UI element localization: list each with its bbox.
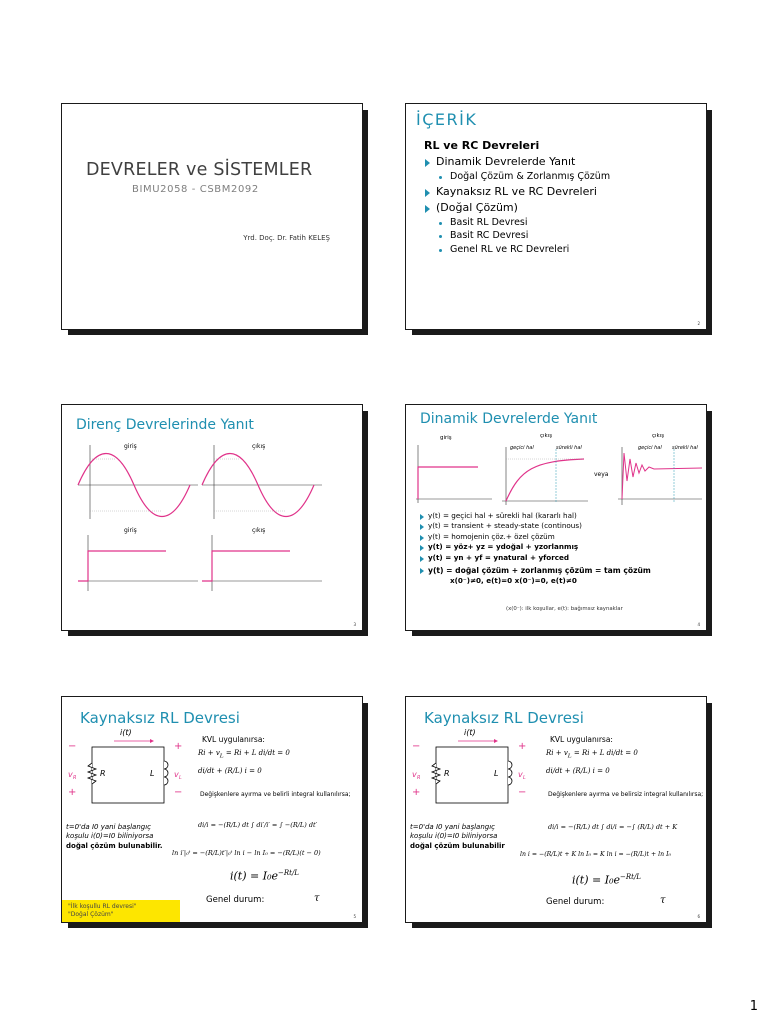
method-note: Değişkenlere ayırma ve belirsiz integral kullanılırsa; — [548, 791, 704, 798]
slide-1[interactable] — [62, 104, 362, 329]
input-label: giriş — [124, 443, 137, 450]
tag-line: "Doğal Çözüm" — [68, 910, 114, 918]
desc-line: doğal çözüm bulunabilir. — [66, 841, 163, 850]
input-label: giriş — [440, 435, 452, 441]
slide-title: Kaynaksız RL Devresi — [424, 709, 584, 727]
list-item: Dinamik Devrelerde Yanıt — [424, 154, 610, 170]
list-item: Kaynaksız RL ve RC Devreleri — [424, 184, 610, 200]
svg-text:+: + — [412, 787, 421, 798]
svg-text:v: v — [68, 770, 73, 779]
svg-text:L: L — [523, 775, 526, 781]
svg-text:R: R — [417, 775, 421, 781]
slide-title: Dinamik Devrelerde Yanıt — [420, 411, 598, 427]
log-equation: ln i′|₀ᵗ = −(R/L)t′|₀ᵗ ln i − ln I₀ = −(R/L)(t − 0) — [172, 849, 321, 857]
initial-condition-text — [66, 823, 163, 851]
step-input-plot — [412, 441, 494, 505]
svg-text:i(t): i(t) — [464, 728, 476, 737]
step-input-plot — [76, 533, 201, 593]
svg-text:+: + — [518, 741, 527, 752]
bullet-item: y(t) = transient + steady-state (continous) — [420, 521, 651, 531]
kvl-equation: $Ri + v_L = Ri + L$ di/dt = 0 — [546, 749, 638, 760]
output-label: çıkış — [252, 443, 266, 450]
bullet-item: y(t) = doğal çözüm + zorlanmış çözüm = tam çözüm — [420, 565, 651, 576]
ode-equation: di/dt + (R/L) i = 0 — [546, 767, 610, 775]
slide-number: 3 — [353, 622, 356, 627]
slide-number: 5 — [353, 914, 356, 919]
list-item: Basit RC Devresi — [424, 229, 610, 243]
steady-label: sürekli hal — [672, 445, 698, 451]
svg-text:L: L — [179, 775, 182, 781]
slide-title: İÇERİK — [416, 110, 478, 129]
general-case-label: Genel durum: — [206, 895, 265, 905]
bullet-item: y(t) = yn + yf = ynatural + yforced — [420, 553, 651, 563]
kvl-label: KVL uygulanırsa: — [550, 735, 613, 744]
svg-text:R: R — [444, 769, 450, 778]
svg-text:L: L — [150, 769, 155, 778]
transient-label: geçici hal — [638, 445, 662, 451]
separation-equation: di/i = −(R/L) dt ∫ di′/i′ = ∫ −(R/L) dt′ — [198, 821, 318, 829]
list-item: Doğal Çözüm & Zorlanmış Çözüm — [424, 170, 610, 184]
tau-symbol: τ — [660, 895, 666, 906]
slide-number: 6 — [697, 914, 700, 919]
response-bullets — [420, 511, 651, 587]
log-equation: ln i = −(R/L)t + K ln I₀ = K ln i = −(R/L)t + ln I₀ — [520, 851, 672, 858]
svg-text:v: v — [412, 770, 417, 779]
sine-output-plot — [200, 441, 325, 521]
author: Yrd. Doç. Dr. Fatih KELEŞ — [243, 234, 330, 242]
slide-title: DEVRELER ve SİSTEMLER — [86, 160, 313, 180]
desc-line: t=0'da I0 yani başlangıç — [410, 823, 496, 831]
slide-5[interactable] — [62, 697, 362, 922]
list-item-continued — [424, 200, 610, 216]
slide-title: Kaynaksız RL Devresi — [80, 709, 240, 727]
transient-label: geçici hal — [510, 445, 534, 451]
svg-text:−: − — [412, 741, 421, 752]
bullet-item: y(t) = homojenin çöz.+ özel çözüm — [420, 532, 651, 542]
svg-text:R: R — [73, 775, 77, 781]
content-list — [424, 138, 610, 257]
desc-line: t=0'da I0 yani başlangıç — [66, 823, 152, 831]
separation-equation: di/i = −(R/L) dt ∫ di/i = −∫ (R/L) dt + K — [548, 823, 678, 831]
input-label: giriş — [124, 527, 137, 534]
svg-text:v: v — [174, 770, 179, 779]
svg-text:v: v — [518, 770, 523, 779]
svg-text:+: + — [68, 787, 77, 798]
kvl-label: KVL uygulanırsa: — [202, 735, 265, 744]
or-label: veya — [594, 471, 609, 478]
desc-line: doğal çözüm bulunabilir — [410, 841, 505, 850]
svg-text:L: L — [494, 769, 499, 778]
slide-subtitle: BIMU2058 - CSBM2092 — [132, 184, 259, 195]
exp-output-plot — [500, 445, 590, 507]
rl-circuit-diagram — [406, 725, 536, 819]
initial-condition-text — [410, 823, 505, 851]
list-item-text: (Doğal Çözüm) — [436, 200, 518, 214]
general-case-label: Genel durum: — [546, 897, 605, 907]
slide-number: 2 — [697, 321, 700, 326]
kvl-equation: $Ri + v_L = Ri + L$ di/dt = 0 — [198, 749, 290, 760]
slide-number: 4 — [697, 622, 700, 627]
svg-text:i(t): i(t) — [120, 728, 132, 737]
oscillating-output-plot — [616, 445, 704, 507]
desc-line: koşulu i(0)=I0 biliniyorsa — [66, 832, 154, 841]
highlight-tag — [62, 900, 180, 922]
output-label: çıkış — [252, 527, 266, 534]
page-number: 1 — [749, 999, 758, 1014]
condition-line: x(0⁻)≠0, e(t)=0 x(0⁻)=0, e(t)≠0 — [450, 576, 577, 586]
output-label: çıkış — [540, 433, 553, 439]
bullet-item: y(t) = yöz+ yz = ydoğal + yzorlanmış — [420, 542, 651, 552]
svg-text:+: + — [174, 741, 183, 752]
svg-text:−: − — [518, 787, 527, 798]
method-note: Değişkenlere ayırma ve belirli integral kullanılırsa; — [200, 791, 351, 798]
tag-line: "İlk koşullu RL devresi" — [68, 903, 137, 910]
svg-text:R: R — [100, 769, 106, 778]
ode-equation: di/dt + (R/L) i = 0 — [198, 767, 262, 775]
slide-title: Direnç Devrelerinde Yanıt — [76, 417, 254, 433]
slide-4[interactable] — [406, 405, 706, 630]
steady-label: sürekli hal — [556, 445, 582, 451]
desc-line: koşulu i(0)=I0 biliniyorsa — [410, 832, 498, 841]
tau-symbol: τ — [314, 893, 320, 904]
list-item: Genel RL ve RC Devreleri — [424, 243, 610, 257]
list-heading: RL ve RC Devreleri — [424, 139, 540, 152]
footnote: (x(0⁻): ilk koşullar, e(t): bağımsız kaynaklar — [506, 606, 623, 612]
svg-text:−: − — [68, 741, 77, 752]
output-label: çıkış — [652, 433, 665, 439]
sine-input-plot — [76, 441, 201, 521]
svg-text:−: − — [174, 787, 183, 798]
list-item: Basit RL Devresi — [424, 216, 610, 230]
slide-3[interactable] — [62, 405, 362, 630]
bullet-item: y(t) = geçici hal + sürekli hal (kararlı hal) — [420, 511, 651, 521]
step-output-plot — [200, 533, 325, 593]
solution-equation: $i(t) = I_0e^{-Rt/L}$ — [572, 873, 641, 887]
solution-equation: $i(t) = I_0e^{-Rt/L}$ — [230, 869, 299, 883]
rl-circuit-diagram — [62, 725, 192, 819]
slide-6[interactable] — [406, 697, 706, 922]
slide-2[interactable] — [406, 104, 706, 329]
